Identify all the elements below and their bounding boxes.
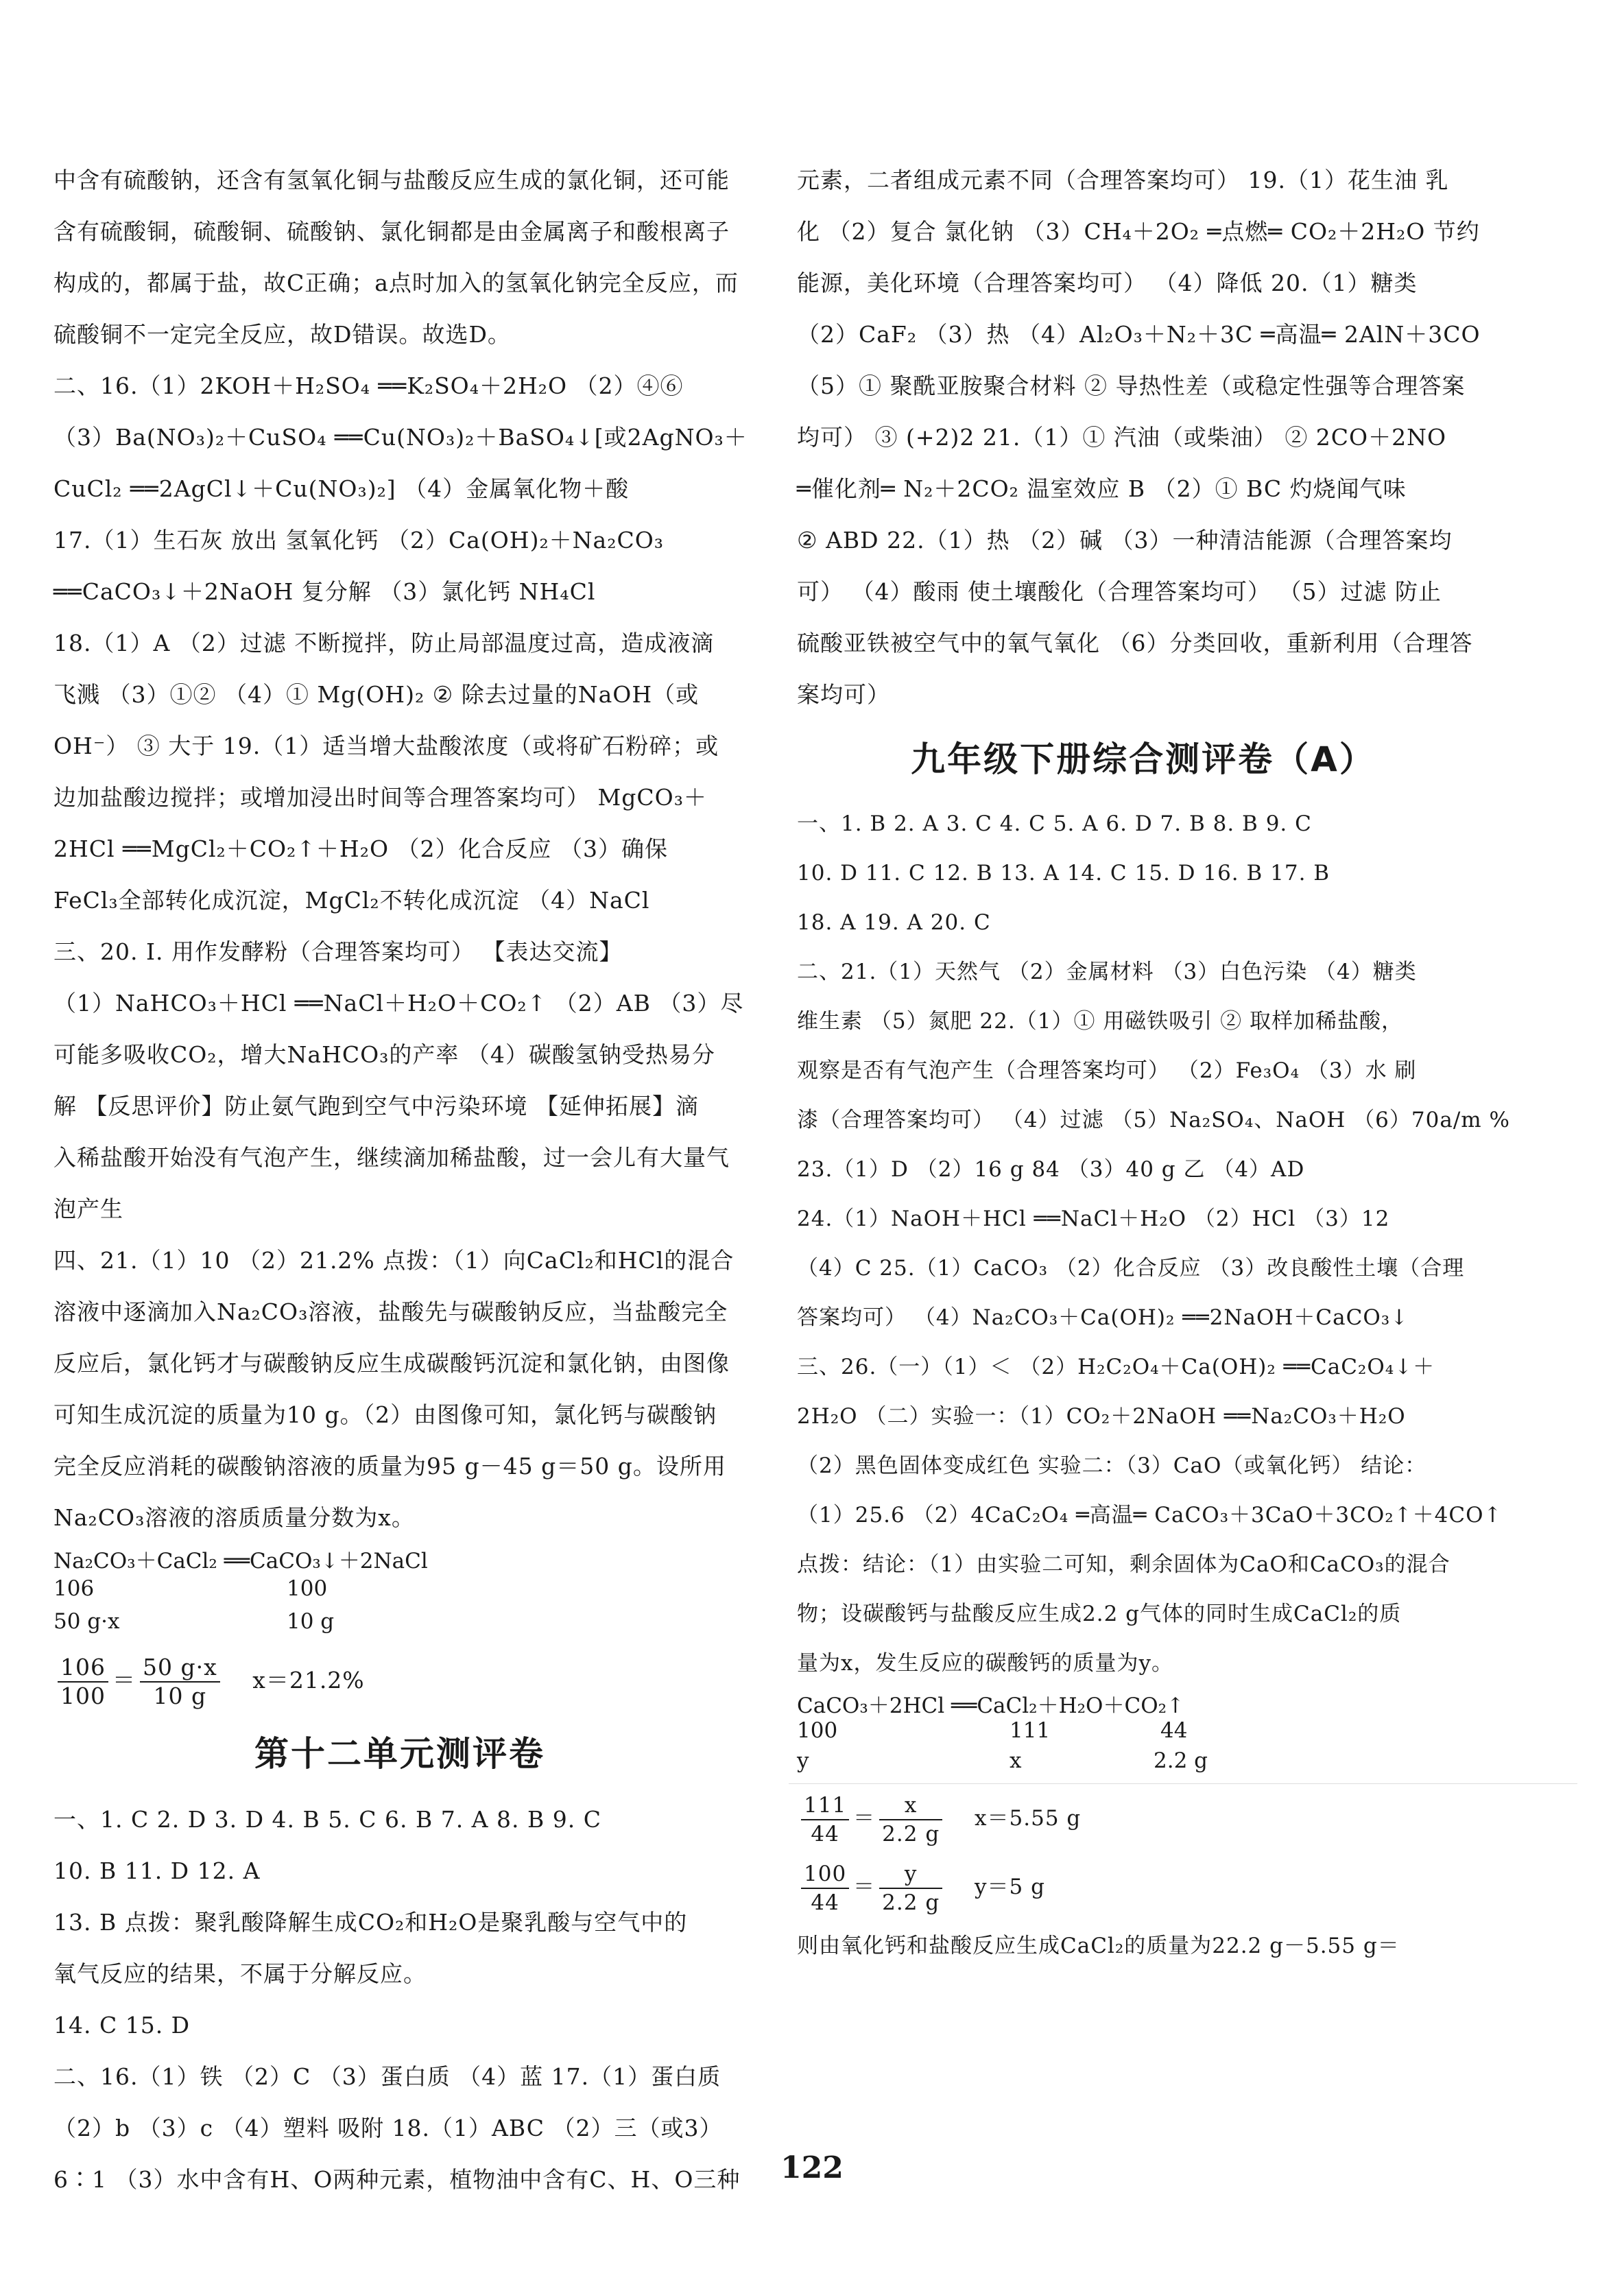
text-line: 二、16.（1）铁 （2）C （3）蛋白质 （4）蓝 17.（1）蛋白质: [53, 2063, 721, 2090]
fraction: $\frac{y}{2.2 g}$: [879, 1860, 942, 1916]
text-line: 10. B 11. D 12. A: [53, 1857, 261, 1884]
text-line: 6∶1 （3）水中含有H、O两种元素，植物油中含有C、H、O三种: [53, 2166, 741, 2193]
molar-mass: 100: [287, 1576, 328, 1601]
text-line: 可知生成沉淀的质量为10 g。（2）由图像可知，氯化钙与碳酸钠: [53, 1401, 717, 1428]
section-heading: 第十二单元测评卷: [254, 1734, 545, 1774]
quantity: 10 g: [287, 1609, 335, 1634]
text-line: 案均可）: [797, 681, 890, 708]
text-line: ② ABD 22.（1）热 （2）碱 （3）一种清洁能源（合理答案均: [797, 527, 1453, 554]
text-line: 泡产生: [53, 1196, 123, 1222]
text-line: 溶液中逐滴加入Na₂CO₃溶液，盐酸先与碳酸钠反应，当盐酸完全: [53, 1298, 728, 1325]
result: x＝21.2%: [252, 1667, 365, 1694]
text-line: 则由氧化钙和盐酸反应生成CaCl₂的质量为22.2 g－5.55 g＝: [797, 1934, 1400, 1958]
text-line: 2HCl ══MgCl₂＋CO₂↑＋H₂O （2）化合反应 （3）确保: [53, 835, 668, 862]
text-line: 解 【反思评价】防止氨气跑到空气中污染环境 【延伸拓展】滴: [53, 1093, 699, 1119]
text-line: 均可） ③ (+2)2 21.（1）① 汽油（或柴油） ② 2CO＋2NO: [797, 424, 1447, 451]
text-line: 可能多吸收CO₂，增大NaHCO₃的产率 （4）碳酸氢钠受热易分: [53, 1041, 715, 1068]
text-line: （2）b （3）c （4）塑料 吸附 18.（1）ABC （2）三（或3）: [53, 2115, 723, 2141]
text-line: 四、21.（1）10 （2）21.2% 点拨：（1）向CaCl₂和HCl的混合: [53, 1247, 735, 1274]
text-line: 三、26.（一）（1）＜ （2）H₂C₂O₄＋Ca(OH)₂ ══CaC₂O₄↓＋: [797, 1355, 1435, 1379]
text-line: 硫酸铜不一定完全反应，故D错误。故选D。: [53, 321, 511, 348]
text-line: 二、16.（1）2KOH＋H₂SO₄ ══K₂SO₄＋2H₂O （2）④⑥: [53, 372, 684, 399]
text-line: Na₂CO₃溶液的溶质质量分数为x。: [53, 1504, 415, 1531]
text-line: 飞溅 （3）①② （4）① Mg(OH)₂ ② 除去过量的NaOH（或: [53, 681, 700, 708]
text-line: （4）C 25.（1）CaCO₃ （2）化合反应 （3）改良酸性土壤（合理: [797, 1256, 1465, 1281]
chemical-equation-calc: [797, 1688, 1490, 1784]
result: y＝5 g: [975, 1875, 1045, 1899]
text-line: 量为x，发生反应的碳酸钙的质量为y。: [797, 1651, 1173, 1676]
text-line: 2H₂O （二）实验一：（1）CO₂＋2NaOH ══Na₂CO₃＋H₂O: [797, 1404, 1406, 1429]
text-line: 维生素 （5）氮肥 22.（1）① 用磁铁吸引 ② 取样加稀盐酸，: [797, 1009, 1404, 1034]
text-line: 完全反应消耗的碳酸钠溶液的质量为95 g－45 g＝50 g。设所用: [53, 1453, 726, 1480]
molar-mass: 44: [1160, 1718, 1188, 1743]
text-line: OH⁻） ③ 大于 19.（1）适当增大盐酸浓度（或将矿石粉碎；或: [53, 733, 719, 759]
text-line: 答案均可） （4）Na₂CO₃＋Ca(OH)₂ ══2NaOH＋CaCO₃↓: [797, 1305, 1409, 1330]
text-line: FeCl₃全部转化成沉淀，MgCl₂不转化成沉淀 （4）NaCl: [53, 887, 650, 914]
text-line: 13. B 点拨：聚乳酸降解生成CO₂和H₂O是聚乳酸与空气中的: [53, 1909, 688, 1936]
text-line: 点拨：结论：（1）由实验二可知，剩余固体为CaO和CaCO₃的混合: [797, 1552, 1450, 1577]
text-line: 一、1. B 2. A 3. C 4. C 5. A 6. D 7. B 8. B 9. C: [797, 811, 1312, 836]
quantity: y: [797, 1748, 809, 1773]
text-line: 边加盐酸边搅拌；或增加浸出时间等合理答案均可） MgCO₃＋: [53, 784, 707, 811]
text-line: 化 （2）复合 氯化钠 （3）CH₄＋2O₂ ═点燃═ CO₂＋2H₂O 节约: [797, 218, 1480, 245]
text-line: 硫酸亚铁被空气中的氧气氧化 （6）分类回收，重新利用（合理答: [797, 630, 1473, 656]
text-line: 23.（1）D （2）16 g 84 （3）40 g 乙 （4）AD: [797, 1157, 1305, 1182]
section-heading: 九年级下册综合测评卷（A）: [911, 739, 1376, 779]
page-number: 122: [780, 2150, 844, 2185]
text-line: 可） （4）酸雨 使土壤酸化（合理答案均可） （5）过滤 防止: [797, 578, 1442, 605]
text-line: 18.（1）A （2）过滤 不断搅拌，防止局部温度过高，造成液滴: [53, 630, 715, 656]
text-line: 元素，二者组成元素不同（合理答案均可） 19.（1）花生油 乳: [797, 167, 1449, 193]
text-line: 中含有硫酸钠，还含有氢氧化铜与盐酸反应生成的氯化铜，还可能: [53, 167, 730, 193]
fraction: $\frac{106}{100}$: [58, 1654, 108, 1710]
proportion-line: $\frac{106}{100}$ ＝ $\frac{50 g\cdot x}{10 g}$ x＝21.2%: [53, 1646, 746, 1715]
proportion-line: $\frac{100}{44}$ ＝ $\frac{y}{2.2 g}$ y＝5 g: [797, 1853, 1490, 1921]
chemical-equation-calc: [53, 1543, 746, 1646]
text-line: 入稀盐酸开始没有气泡产生，继续滴加稀盐酸，过一会儿有大量气: [53, 1144, 730, 1171]
text-line: 氧气反应的结果，不属于分解反应。: [53, 1960, 427, 1987]
equation: Na₂CO₃＋CaCl₂ ══CaCO₃↓＋2NaCl: [53, 1549, 428, 1573]
right-column: [797, 154, 1510, 1971]
text-line: 构成的，都属于盐，故C正确；a点时加入的氢氧化钠完全反应，而: [53, 270, 739, 296]
text-line: （2）CaF₂ （3）热 （4）Al₂O₃＋N₂＋3C ═高温═ 2AlN＋3CO: [797, 321, 1481, 348]
text-line: 24.（1）NaOH＋HCl ══NaCl＋H₂O （2）HCl （3）12: [797, 1207, 1390, 1231]
text-line: 10. D 11. C 12. B 13. A 14. C 15. D 16. B 17. B: [797, 861, 1330, 886]
text-line: 一、1. C 2. D 3. D 4. B 5. C 6. B 7. A 8. B 9. C: [53, 1806, 601, 1833]
molar-mass: 106: [53, 1576, 95, 1601]
text-line: 含有硫酸铜，硫酸铜、硫酸钠、氯化铜都是由金属离子和酸根离子: [53, 218, 730, 245]
quantity: 2.2 g: [1154, 1748, 1208, 1773]
text-line: ═催化剂═ N₂＋2CO₂ 温室效应 B （2）① BC 灼烧闻气味: [797, 475, 1407, 502]
equation: CaCO₃＋2HCl ══CaCl₂＋H₂O＋CO₂↑: [797, 1694, 1185, 1718]
fraction: $\frac{111}{44}$: [801, 1792, 849, 1848]
text-line: CuCl₂ ══2AgCl↓＋Cu(NO₃)₂] （4）金属氧化物＋酸: [53, 475, 630, 502]
text-line: 17.（1）生石灰 放出 氢氧化钙 （2）Ca(OH)₂＋Na₂CO₃: [53, 527, 664, 554]
molar-mass: 100: [797, 1718, 838, 1743]
text-line: （1）25.6 （2）4CaC₂O₄ ═高温═ CaCO₃＋3CaO＋3CO₂↑＋4CO↑: [797, 1503, 1503, 1528]
text-line: （1）NaHCO₃＋HCl ══NaCl＋H₂O＋CO₂↑ （2）AB （3）尽: [53, 990, 744, 1017]
fraction: $\frac{100}{44}$: [801, 1860, 849, 1916]
text-line: 物；设碳酸钙与盐酸反应生成2.2 g气体的同时生成CaCl₂的质: [797, 1602, 1402, 1626]
divider: [789, 1783, 1577, 1784]
quantity: 50 g·x: [53, 1609, 120, 1634]
fraction: $\frac{50 g\cdot x}{10 g}$: [140, 1654, 220, 1710]
molar-mass: 111: [1010, 1718, 1051, 1743]
text-line: 18. A 19. A 20. C: [797, 910, 991, 935]
text-line: 二、21.（1）天然气 （2）金属材料 （3）白色污染 （4）糖类: [797, 960, 1417, 984]
fraction: $\frac{x}{2.2 g}$: [879, 1792, 942, 1848]
text-line: （5）① 聚酰亚胺聚合材料 ② 导热性差（或稳定性强等合理答案: [797, 372, 1466, 399]
text-line: 能源，美化环境（合理答案均可） （4）降低 20.（1）糖类: [797, 270, 1418, 296]
result: x＝5.55 g: [975, 1806, 1082, 1831]
text-line: 14. C 15. D: [53, 2012, 191, 2039]
text-line: （2）黑色固体变成红色 实验二：（3）CaO（或氧化钙） 结论：: [797, 1453, 1427, 1478]
text-line: ══CaCO₃↓＋2NaOH 复分解 （3）氯化钙 NH₄Cl: [53, 578, 596, 605]
text-line: 三、20. Ⅰ. 用作发酵粉（合理答案均可） 【表达交流】: [53, 938, 623, 965]
text-line: 观察是否有气泡产生（合理答案均可） （2）Fe₃O₄ （3）水 刷: [797, 1058, 1417, 1083]
text-line: （3）Ba(NO₃)₂＋CuSO₄ ══Cu(NO₃)₂＋BaSO₄↓[或2AgNO₃＋: [53, 424, 748, 451]
proportion-line: $\frac{111}{44}$ ＝ $\frac{x}{2.2 g}$ x＝5.55 g: [797, 1784, 1490, 1853]
text-line: 漆（合理答案均可） （4）过滤 （5）Na₂SO₄、NaOH （6）70a/m %: [797, 1108, 1510, 1132]
text-line: 反应后，氯化钙才与碳酸钠反应生成碳酸钙沉淀和氯化钠，由图像: [53, 1350, 730, 1377]
quantity: x: [1010, 1748, 1022, 1773]
left-column: [53, 154, 746, 2205]
